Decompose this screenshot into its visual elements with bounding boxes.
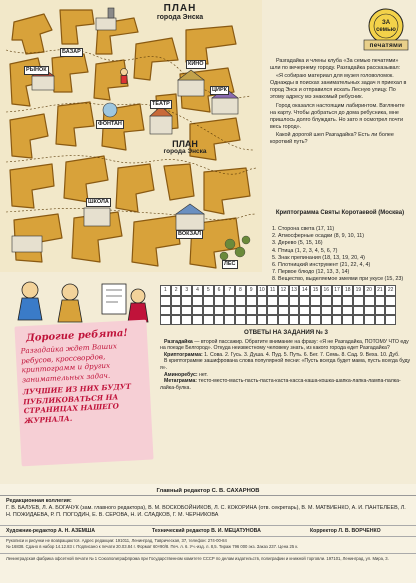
grid-cell (267, 296, 278, 306)
grid-cell (310, 306, 321, 316)
grid-cell (257, 315, 268, 325)
map-title-middle-main: ПЛАН (172, 139, 198, 149)
map-title-top (140, 4, 220, 22)
grid-number-cell: 18 (342, 285, 353, 296)
answer-key: Аминоребус: (164, 371, 198, 378)
grid-number-cell: 21 (375, 285, 386, 296)
grid-cell (246, 296, 257, 306)
grid-cell (278, 296, 289, 306)
cryptogram-list (272, 226, 410, 284)
grid-number-cell: 9 (246, 285, 257, 296)
grid-cell (385, 296, 396, 306)
grid-cell (181, 306, 192, 316)
answer-text: нет. (197, 371, 208, 378)
answers-heading: ОТВЕТЫ НА ЗАДАНИЯ № 3 (244, 329, 328, 336)
answer-row (160, 372, 412, 379)
grid-cell (299, 306, 310, 316)
cryptogram-item: 6. Плотницкий инструмент (21, 22, 4, 4) (272, 262, 371, 269)
cryptogram-item: 5. Знак препинания (18, 13, 19, 20, 4) (272, 254, 365, 261)
map-label-cinema: КИНО (188, 61, 204, 67)
grid-cell (246, 315, 257, 325)
answer-text: В криптограмме зашифрована слова популярной песни: «Пусть всегда будет мама, пусть всегда буду я». (160, 358, 411, 371)
grid-cell (235, 306, 246, 316)
story-paragraph: Разгадайка и члены клуба «За семью печатями» шли по вечернему городу. Разгадайка рассказывал: (270, 58, 401, 72)
grid-cell (171, 306, 182, 316)
grid-cell (278, 306, 289, 316)
map-title-sub: города Энска (156, 14, 204, 21)
grid-cell (160, 306, 171, 316)
grid-cell (224, 296, 235, 306)
grid-number-cell: 20 (364, 285, 375, 296)
grid-cell (375, 306, 386, 316)
editorial-board-members: Г. В. БАЛУЕВ, Л. А. БОГАЧУК (зам. главного редактора), В. М. ВОСКОБОЙНИКОВ, Л. С. КОКОРИНА (отв. секретарь), В. М. МАТВИЕНКО, А. И. ПАНТЕЛЕЕВ, Л. Н. ПОЖИДАЕВА, Р. П. ПОГОДИН, Е. В. СЕРОВА, Н. И. СЛАДКОВ, Г. М. ЧЕРНИКОВА (6, 505, 406, 518)
invitation-body: Разгадайка ждет Ваших ребусов, кроссвордов, криптограмм и других занимательных задач. (20, 341, 118, 384)
grid-number-cell: 7 (224, 285, 235, 296)
grid-cell (203, 306, 214, 316)
map-label-theatre: ТЕАТР (152, 101, 170, 107)
map-label-market: РЫНОК (26, 67, 47, 73)
grid-number-cell: 4 (192, 285, 203, 296)
grid-cell (214, 315, 225, 325)
grid-cell (321, 306, 332, 316)
grid-cell (364, 306, 375, 316)
grid-number-cell: 5 (203, 285, 214, 296)
grid-cell (342, 306, 353, 316)
grid-number-cell: 3 (181, 285, 192, 296)
grid-cell (342, 315, 353, 325)
grid-cell (321, 315, 332, 325)
map-title-middle (150, 140, 220, 156)
editorial-board-heading: Редакционная коллегия: (6, 498, 72, 504)
grid-cell (214, 296, 225, 306)
art-editor: Художник-редактор А. Н. АЗЕМША (6, 528, 95, 534)
grid-cell (214, 306, 225, 316)
answer-text: — второй пассажир. Обратите внимание на фразу: «Я не Разгадайка, ПОТОМУ ЧТО еду на поезде Белгород». Откуда неизвестному человеку знать, из какого города едет Разгадайка? (160, 338, 409, 352)
answer-text: 1. Сова. 2. Гусь. 3. Душа. 4. Пуд. 5. Путь. 6. Бег. 7. Семь. 8. Сад. 9. Веха. 10. Дуб. (202, 351, 400, 358)
map-label-circus: ЦИРК (212, 87, 227, 93)
grid-cell (192, 315, 203, 325)
grid-cell (181, 296, 192, 306)
story-text (270, 58, 410, 147)
badge-top-text (360, 20, 412, 34)
grid-cell (171, 315, 182, 325)
grid-number-cell: 1 (160, 285, 171, 296)
divider (0, 536, 416, 537)
grid-cell (289, 315, 300, 325)
answer-row (160, 339, 412, 352)
imprint-print-data: № 16838. Сдано в набор 14.12.83 г. Подписано к печати 20.03.84 г. Формат 60×90/8. Печ. л. 6. Уч.-изд. л. 8,5. Тираж 796 000 экз. Заказ 237. Цена 25 к. (6, 544, 299, 549)
map-label-forest: ЛЕС (224, 261, 236, 267)
badge-line2: семью (376, 27, 396, 33)
grid-cell (278, 315, 289, 325)
grid-cell (321, 296, 332, 306)
tech-editor: Технический редактор В. И. МЕЦАТУНОВА (152, 528, 261, 534)
grid-number-cell: 2 (171, 285, 182, 296)
grid-cell (171, 296, 182, 306)
story-paragraph: Город оказался настоящим лабиринтом. Взгляните на карту. Чтобы добраться до дома ребусника, мне пришлось долго блуждать. Но зато я осмотрел почти весь город». (270, 102, 405, 130)
grid-cell (353, 296, 364, 306)
grid-number-cell: 16 (321, 285, 332, 296)
answer-row (160, 378, 412, 391)
grid-number-cell: 19 (353, 285, 364, 296)
map-label-station: ВОКЗАЛ (178, 231, 202, 237)
answer-row (160, 358, 412, 371)
chief-editor: Главный редактор С. В. САХАРНОВ (0, 486, 416, 496)
grid-cell (181, 315, 192, 325)
grid-number-cell: 22 (385, 285, 396, 296)
map-label-school: ШКОЛА (88, 199, 109, 205)
grid-number-cell: 14 (299, 285, 310, 296)
grid-cell (224, 315, 235, 325)
badge-line1: ЗА (381, 20, 391, 26)
answer-key: Криптограмма: (164, 351, 203, 358)
club-badge (360, 4, 412, 56)
grid-cell (257, 306, 268, 316)
grid-cell (332, 306, 343, 316)
grid-number-cell: 10 (257, 285, 268, 296)
grid-cell (203, 296, 214, 306)
grid-number-cell: 11 (267, 285, 278, 296)
cryptogram-title: Криптограмма Святы Коротаевой (Москва) (275, 210, 405, 216)
grid-cell (160, 315, 171, 325)
grid-cell (375, 315, 386, 325)
grid-cell (332, 296, 343, 306)
imprint-info (6, 538, 410, 550)
divider (0, 553, 416, 554)
grid-cell (385, 315, 396, 325)
grid-number-cell: 8 (235, 285, 246, 296)
grid-cell (353, 315, 364, 325)
map-title-main: ПЛАН (163, 3, 197, 14)
story-paragraph: Какой дорогой шел Разгадайка? Есть ли более короткий путь? (270, 131, 394, 146)
grid-cell (224, 306, 235, 316)
grid-cell (342, 296, 353, 306)
grid-cell (192, 296, 203, 306)
grid-cell (267, 315, 278, 325)
grid-cell (257, 296, 268, 306)
grid-cell (203, 315, 214, 325)
grid-cell (385, 306, 396, 316)
story-paragraph: «Я собираю материал для музея головоломок. Однажды в поисках занимательных задач я приехал в город Энск и отправился искать Лесную улицу. По этому адресу мэ знакомый ребусник. (270, 73, 407, 101)
answer-key: Разгадайка (164, 338, 193, 345)
grid-number-cell: 17 (332, 285, 343, 296)
grid-cell (364, 296, 375, 306)
answer-text: тесто-место-масть-пасть-паста-каста-касса-каша-кошка-шапка-лапка-лампа-палка-лайка-булка. (160, 378, 401, 391)
grid-cell (160, 296, 171, 306)
cryptogram-item: 7. Первое блюдо (12, 13, 3, 14) (272, 269, 350, 276)
grid-cell (332, 315, 343, 325)
grid-cell (235, 296, 246, 306)
grid-cell (192, 306, 203, 316)
grid-cell (289, 306, 300, 316)
map-title-middle-sub: города Энска (163, 148, 207, 155)
map-label-fountain: ФОНТАН (98, 121, 122, 127)
printing-house: Ленинградская фабрика офсетной печати № 1 Союзполиграфпрома при Государственном комитете СССР по делам издательств, полиграфии и книжной торговли. 197101, Ленинград, ул. Мира, 3. (6, 556, 389, 561)
cryptogram-grid (160, 285, 396, 325)
invitation-footer: ЛУЧШИЕ ИЗ НИХ БУДУТ ПУБЛИКОВАТЬСЯ НА СТРАНИЦАХ НАШЕГО ЖУРНАЛА. (22, 381, 132, 425)
grid-number-cell: 15 (310, 285, 321, 296)
invitation-text (20, 327, 153, 426)
grid-cell (246, 306, 257, 316)
grid-cell (310, 315, 321, 325)
cryptogram-item: 4. Птица (1, 2, 3, 4, 5, 6, 7) (272, 247, 338, 254)
grid-cell (353, 306, 364, 316)
answer-key: Метаграмма: (164, 378, 197, 385)
staff-line (6, 527, 410, 535)
divider (0, 525, 416, 526)
grid-cell (310, 296, 321, 306)
maze-map-graphic (0, 0, 262, 272)
city-map (0, 0, 262, 272)
cryptogram-item: 3. Дерево (5, 15, 16) (272, 240, 323, 247)
imprint-address: Рукописи и рисунки не возвращаются. Адрес редакции: 191011, Ленинград, Таврическая, 37, телефон: 274-00-84 (6, 538, 227, 543)
grid-cell (299, 315, 310, 325)
grid-cell (375, 296, 386, 306)
grid-cell (235, 315, 246, 325)
grid-cell (299, 296, 310, 306)
grid-cell (289, 296, 300, 306)
cryptogram-item: 2. Атмосферные осадки (8, 9, 10, 11) (272, 233, 364, 240)
cryptogram-item: 8. Вещество, выделяемое змеями при укусе (15, 23) (272, 276, 404, 283)
answers-section (160, 330, 412, 391)
cryptogram-item: 1. Сторона света (17, 11) (272, 226, 335, 232)
grid-cell (267, 306, 278, 316)
corrector: Корректор Л. В. ВОРЧЕНКО (310, 528, 381, 534)
grid-cell (364, 315, 375, 325)
invitation-heading: Дорогие ребята! (25, 327, 129, 345)
grid-number-cell: 13 (289, 285, 300, 296)
editorial-board (6, 498, 410, 519)
badge-bottom-text: печатями (369, 42, 403, 49)
map-label-bazar: БАЗАР (62, 49, 81, 55)
grid-number-cell: 12 (278, 285, 289, 296)
grid-number-cell: 6 (214, 285, 225, 296)
